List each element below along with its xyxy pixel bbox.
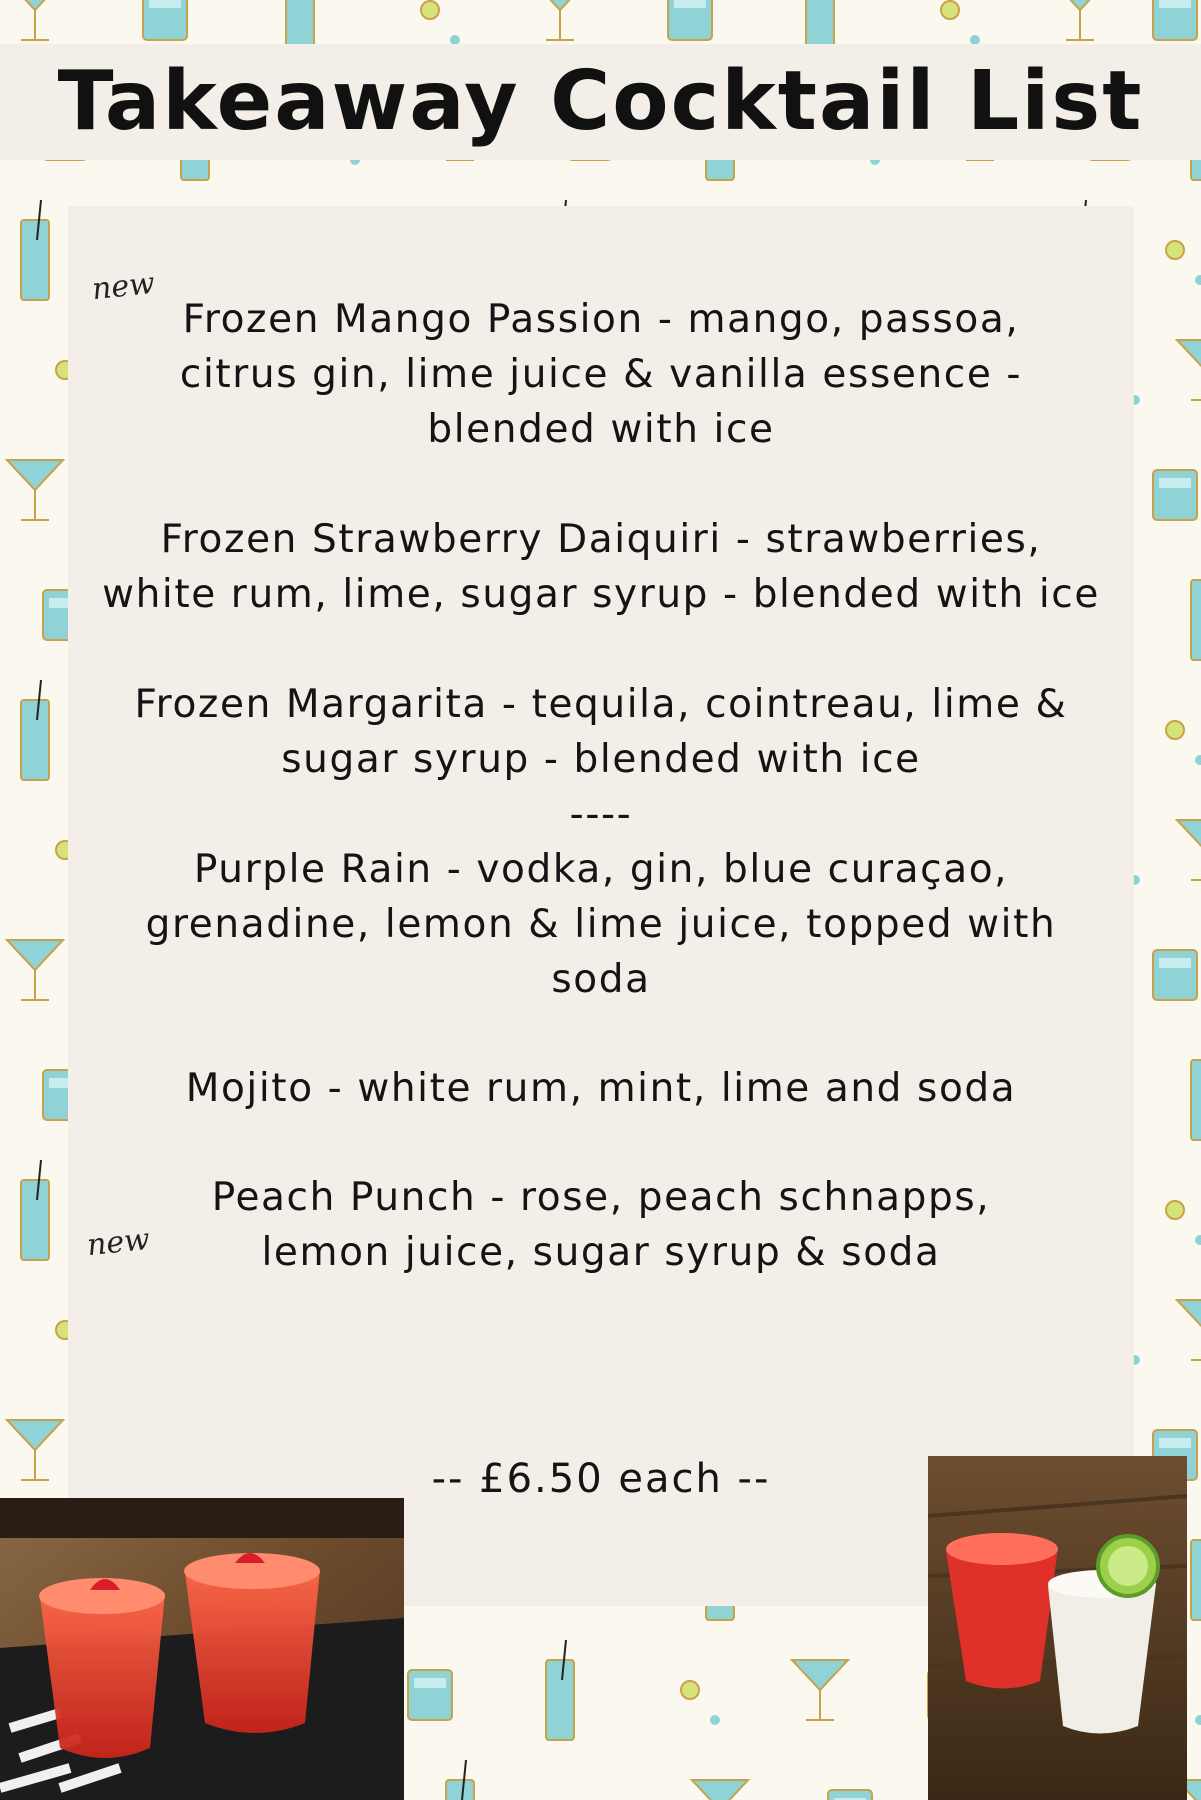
new-tag-peach: new [85, 1221, 152, 1264]
menu-card [68, 206, 1134, 1606]
title-banner [0, 44, 1201, 160]
daiquiri-and-margarita-photo [928, 1456, 1187, 1800]
menu-item-peach-punch: Peach Punch - rose, peach schnapps, lemon juice, sugar syrup & soda [211, 1175, 991, 1275]
menu-divider: ---- [569, 792, 633, 837]
menu-item-purple-rain: Purple Rain - vodka, gin, blue curaçao, grenadine, lemon & lime juice, topped with soda [145, 847, 1057, 1002]
strawberry-daiquiri-photo [0, 1498, 404, 1800]
cocktail-list [68, 292, 1134, 1280]
menu-item-frozen-margarita: Frozen Margarita - tequila, cointreau, lime & sugar syrup - blended with ice [134, 682, 1068, 782]
menu-item-frozen-strawberry-daiquiri: Frozen Strawberry Daiquiri - strawberries, white rum, lime, sugar syrup - blended with ice [102, 517, 1100, 617]
price-label: -- £6.50 each -- [431, 1456, 771, 1502]
new-tag-mango: new [90, 265, 157, 308]
menu-item-frozen-mango-passion: Frozen Mango Passion - mango, passoa, citrus gin, lime juice & vanilla essence - blended with ice [179, 297, 1023, 452]
menu-item-mojito: Mojito - white rum, mint, lime and soda [185, 1066, 1017, 1111]
page-title: Takeaway Cocktail List [57, 54, 1144, 149]
